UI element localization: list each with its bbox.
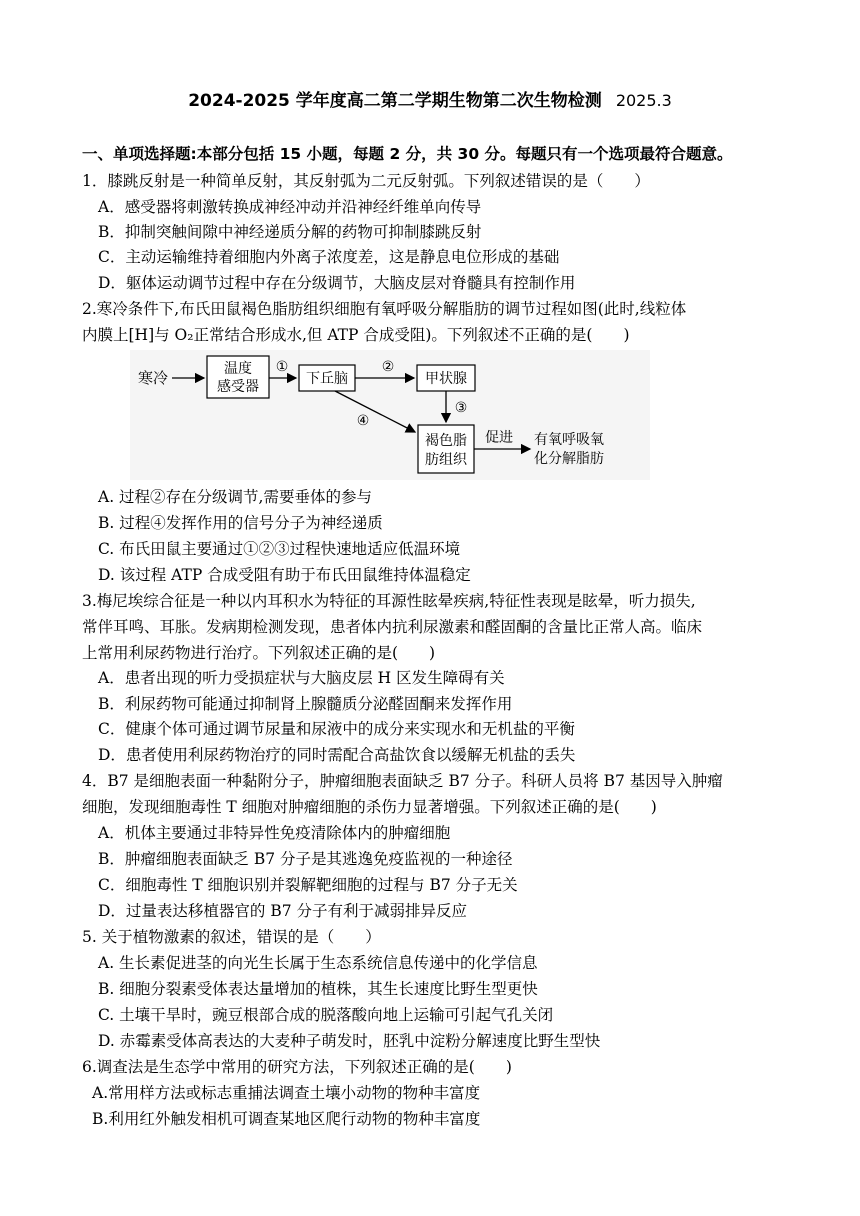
q2-option-c: C. 布氏田鼠主要通过①②③过程快速地适应低温环境 — [98, 540, 461, 558]
q6-option-a: A.常用样方法或标志重捕法调查土壤小动物的物种丰富度 — [92, 1084, 481, 1102]
thyroid-label: 甲状腺 — [425, 371, 467, 387]
q3-option-a: A．患者出现的听力受损症状与大脑皮层 H 区发生障碍有关 — [98, 669, 505, 687]
question-3-stem-line-2: 常伴耳鸣、耳胀。发病期检测发现，患者体内抗利尿激素和醛固酮的含量比正常人高。临床 — [82, 618, 703, 636]
regulation-diagram — [130, 350, 650, 480]
question-4-stem-line-1: 4．B7 是细胞表面一种黏附分子，肿瘤细胞表面缺乏 B7 分子。科研人员将 B7 基因导入肿瘤 — [82, 772, 723, 790]
question-6-stem: 6.调查法是生态学中常用的研究方法，下列叙述正确的是( ) — [82, 1058, 512, 1076]
q1-option-b: B．抑制突触间隙中神经递质分解的药物可抑制膝跳反射 — [98, 223, 482, 241]
q5-option-b: B. 细胞分裂素受体表达量增加的植株，其生长速度比野生型更快 — [98, 980, 538, 998]
q4-option-c: C．细胞毒性 T 细胞识别并裂解靶细胞的过程与 B7 分子无关 — [98, 876, 518, 894]
q3-option-d: D．患者使用利尿药物治疗的同时需配合高盐饮食以缓解无机盐的丢失 — [98, 746, 576, 764]
question-1-stem: 1．膝跳反射是一种简单反射，其反射弧为二元反射弧。下列叙述错误的是（ ） — [82, 172, 650, 190]
result-line-2: 化分解脂肪 — [534, 451, 604, 467]
q4-option-d: D．过量表达移植器官的 B7 分子有利于减弱排异反应 — [98, 902, 468, 920]
q4-option-a: A．机体主要通过非特异性免疫清除体内的肿瘤细胞 — [98, 824, 451, 842]
q2-option-b: B. 过程④发挥作用的信号分子为神经递质 — [98, 514, 383, 532]
step-1-label: ① — [275, 359, 289, 375]
receptor-line-1: 温度 — [224, 361, 252, 377]
title-text: 2024-2025 学年度高二第二学期生物第二次生物检测 — [188, 91, 602, 111]
question-5-stem: 5. 关于植物激素的叙述，错误的是（ ） — [82, 928, 381, 946]
hypothalamus-label: 下丘脑 — [306, 371, 348, 387]
receptor-line-2: 感受器 — [217, 379, 259, 395]
question-3-stem-line-3: 上常用利尿药物进行治疗。下列叙述正确的是( ) — [82, 644, 436, 662]
q2-option-a: A. 过程②存在分级调节,需要垂体的参与 — [98, 488, 372, 506]
section-heading: 一、单项选择题:本部分包括 15 小题，每题 2 分，共 30 分。每题只有一个选项最符合题意。 — [82, 145, 733, 163]
question-2-stem-line-2: 内膜上[H]与 O₂正常结合形成水,但 ATP 合成受阻)。下列叙述不正确的是( ) — [82, 326, 630, 344]
q5-option-a: A. 生长素促进茎的向光生长属于生态系统信息传递中的化学信息 — [98, 954, 538, 972]
q3-option-b: B．利尿药物可能通过抑制肾上腺髓质分泌醛固酮来发挥作用 — [98, 695, 513, 713]
cold-label: 寒冷 — [138, 369, 169, 387]
exam-title — [0, 86, 860, 111]
question-2-stem-line-1: 2.寒冷条件下,布氏田鼠褐色脂肪组织细胞有氧呼吸分解脂肪的调节过程如图(此时,线粒体 — [82, 300, 687, 318]
brown-fat-line-1: 褐色脂 — [425, 433, 467, 449]
step-2-label: ② — [381, 359, 395, 375]
q4-option-b: B．肿瘤细胞表面缺乏 B7 分子是其逃逸免疫监视的一种途径 — [98, 850, 513, 868]
q1-option-a: A．感受器将刺激转换成神经冲动并沿神经纤维单向传导 — [98, 198, 482, 216]
result-line-1: 有氧呼吸氧 — [534, 432, 604, 448]
q3-option-c: C．健康个体可通过调节尿量和尿液中的成分来实现水和无机盐的平衡 — [98, 720, 575, 738]
q1-option-d: D．躯体运动调节过程中存在分级调节，大脑皮层对脊髓具有控制作用 — [98, 274, 576, 292]
brown-fat-line-2: 肪组织 — [425, 452, 467, 468]
step-3-label: ③ — [454, 400, 468, 416]
q1-option-c: C．主动运输维持着细胞内外离子浓度差，这是静息电位形成的基础 — [98, 248, 560, 266]
question-3-stem-line-1: 3.梅尼埃综合征是一种以内耳积水为特征的耳源性眩晕疾病,特征性表现是眩晕，听力损失, — [82, 592, 696, 610]
exam-date: 2025.3 — [615, 91, 672, 110]
q5-option-d: D. 赤霉素受体高表达的大麦种子萌发时，胚乳中淀粉分解速度比野生型快 — [98, 1032, 601, 1050]
q5-option-c: C. 土壤干旱时，豌豆根部合成的脱落酸向地上运输可引起气孔关闭 — [98, 1006, 554, 1024]
q6-option-b: B.利用红外触发相机可调查某地区爬行动物的物种丰富度 — [92, 1110, 481, 1128]
promote-label: 促进 — [485, 430, 513, 446]
step-4-label: ④ — [356, 413, 370, 429]
question-4-stem-line-2: 细胞，发现细胞毒性 T 细胞对肿瘤细胞的杀伤力显著增强。下列叙述正确的是( ) — [82, 798, 657, 816]
q2-option-d: D. 该过程 ATP 合成受阻有助于布氏田鼠维持体温稳定 — [98, 566, 471, 584]
